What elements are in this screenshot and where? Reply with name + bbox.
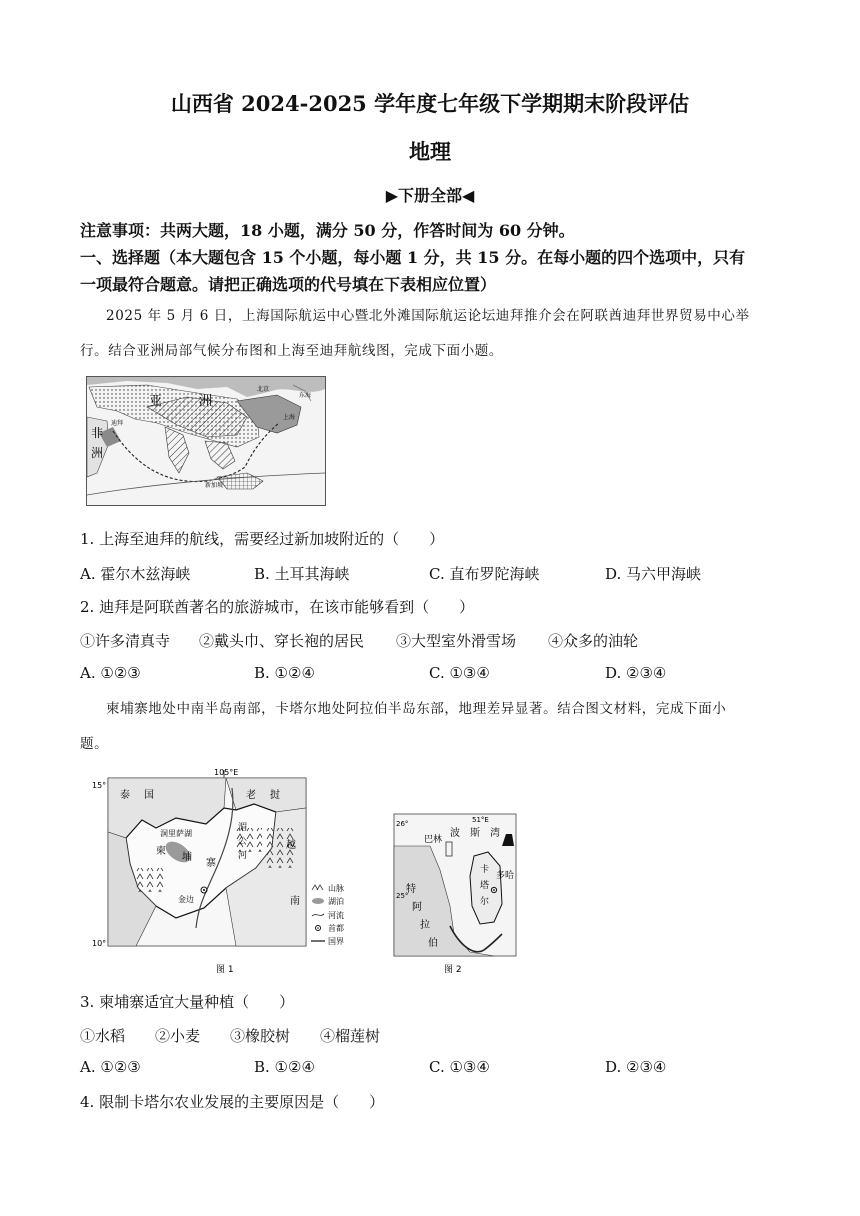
legend-capital: 首都 [328, 924, 344, 933]
fig1-cam2: 埔 [182, 852, 192, 863]
q3-stem: 3. 柬埔寨适宜大量种植（ ） [80, 993, 295, 1011]
map1-label-sea: 东海 [299, 392, 312, 399]
fig2-saudi3: 拉 [420, 920, 430, 931]
fig2-gulf2: 斯 [470, 828, 480, 839]
subject-title: 地理 [409, 139, 451, 164]
fig2-gulf1: 波 [450, 828, 460, 839]
notice-text: 注意事项：共两大题，18 小题，满分 50 分，作答时间为 60 分钟。 [80, 221, 575, 240]
q1-option-b[interactable]: B. 土耳其海峡 [254, 565, 350, 583]
map1-label-shanghai: 上海 [283, 414, 296, 421]
fig1-mekong3: 河 [238, 851, 248, 861]
q2-item-4: ④众多的油轮 [548, 632, 639, 650]
q2-stem: 2. 迪拜是阿联酋著名的旅游城市，在该市能够看到（ ） [80, 598, 475, 616]
q2-option-b[interactable]: B. ①②④ [254, 664, 315, 682]
fig1-cam3: 寨 [206, 858, 216, 869]
fig1-cam1: 柬 [156, 846, 166, 857]
map1-label-beijing: 北京 [257, 386, 270, 393]
fig1-caption: 图 1 [216, 965, 234, 975]
fig2-doha: 多哈 [496, 871, 515, 881]
legend-mountain-icon [312, 885, 323, 890]
section1-line2: 一项最符合题意。请把正确选项的代号填在下表相应位置） [80, 275, 497, 294]
fig1-mekong1: 湄 [238, 823, 248, 833]
q1-option-d[interactable]: D. 马六甲海峡 [605, 565, 702, 583]
q2-option-a[interactable]: A. ①②③ [80, 664, 141, 682]
q4-stem: 4. 限制卡塔尔农业发展的主要原因是（ ） [80, 1093, 385, 1111]
fig2-bahrain: 巴林 [424, 835, 443, 845]
fig1-lat-top: 15° [92, 781, 107, 790]
legend-lake-icon [312, 898, 324, 904]
legend-mountain: 山脉 [328, 884, 344, 893]
asia-map-graphic [87, 377, 325, 505]
fig2-gulf3: 湾 [490, 828, 500, 839]
fig1-capital: 金边 [178, 895, 194, 904]
fig2-saudi2: 阿 [412, 902, 422, 913]
fig1-laos2: 挝 [270, 790, 280, 801]
fig1-viet1: 越 [286, 840, 296, 851]
q3-option-d[interactable]: D. ②③④ [605, 1058, 667, 1076]
fig2-saudi4: 伯 [428, 938, 438, 949]
cambodia-map [86, 768, 376, 980]
legend-border: 国界 [328, 937, 344, 946]
fig2-qatar2: 塔 [480, 881, 490, 891]
q2-option-d[interactable]: D. ②③④ [605, 664, 667, 682]
q3-option-a[interactable]: A. ①②③ [80, 1058, 141, 1076]
fig2-caption: 图 2 [444, 965, 462, 975]
legend-lake: 湖泊 [328, 897, 344, 906]
fig2-lat-mid: 25° [396, 892, 409, 900]
exam-title: 山西省 2024-2025 学年度七年级下学期期末阶段评估 [170, 91, 690, 116]
fig1-thai2: 国 [144, 790, 154, 801]
passage1-line1: 2025 年 5 月 6 日，上海国际航运中心暨北外滩国际航运论坛迪拜推介会在阿联酋迪拜世界贸易中心举 [106, 308, 750, 324]
map1-label-africa2: 洲 [91, 446, 104, 460]
fig1-lat-bottom: 10° [92, 939, 107, 948]
q2-item-3: ③大型室外滑雪场 [396, 632, 517, 650]
fig2-saudi1: 特 [406, 884, 416, 895]
fig1-viet2: 南 [290, 896, 300, 907]
fig2-lon: 51°E [472, 816, 489, 824]
q2-item-1: ①许多清真寺 [80, 632, 171, 650]
q3-option-b[interactable]: B. ①②④ [254, 1058, 315, 1076]
fig2-qatar1: 卡 [480, 865, 490, 875]
fig1-laos1: 老 [246, 790, 256, 801]
fig1-thai: 泰 [120, 790, 130, 801]
q1-stem: 1. 上海至迪拜的航线，需要经过新加坡附近的（ ） [80, 530, 445, 548]
fig1-legend [311, 883, 344, 946]
q1-option-c[interactable]: C. 直布罗陀海峡 [429, 565, 540, 583]
passage2-line2: 题。 [80, 736, 109, 752]
q2-option-c[interactable]: C. ①③④ [429, 664, 490, 682]
q3-item-2: ②小麦 [155, 1027, 201, 1045]
passage1-line2: 行。结合亚洲局部气候分布图和上海至迪拜航线图，完成下面小题。 [80, 343, 503, 359]
asia-climate-route-map [86, 376, 326, 506]
fig2-qatar3: 尔 [480, 897, 490, 907]
section1-line1: 一、选择题（本大题包含 15 个小题，每小题 1 分，共 15 分。在每小题的四个选项中，只有 [80, 248, 746, 267]
map1-label-africa1: 非 [91, 426, 104, 440]
q3-option-c[interactable]: C. ①③④ [429, 1058, 490, 1076]
scope-label: ▶下册全部◀ [385, 186, 475, 205]
fig1-lon-label: 105°E [214, 768, 239, 777]
legend-river: 河流 [328, 911, 344, 920]
cambodia-map-graphic [86, 768, 376, 980]
q3-item-4: ④榴莲树 [320, 1027, 381, 1045]
legend-river-icon [312, 914, 324, 916]
map1-label-dubai: 迪拜 [111, 420, 124, 427]
q3-item-1: ①水稻 [80, 1027, 126, 1045]
map1-label-asia2: 洲 [199, 394, 213, 409]
map1-label-singapore: 新加坡 [205, 482, 224, 489]
fig2-lat-top: 26° [396, 820, 409, 828]
passage2-line1: 柬埔寨地处中南半岛南部，卡塔尔地处阿拉伯半岛东部，地理差异显著。结合图文材料，完成下面小 [106, 701, 727, 717]
qatar-map-graphic [384, 806, 524, 980]
fig1-mekong2: 公 [238, 837, 248, 847]
q2-item-2: ②戴头巾、穿长袍的居民 [199, 632, 365, 650]
qatar-map [384, 806, 524, 980]
q1-option-a[interactable]: A. 霍尔木兹海峡 [80, 565, 191, 583]
map1-label-asia1: 亚 [149, 394, 163, 409]
fig1-lake: 洞里萨湖 [160, 829, 192, 838]
q3-item-3: ③橡胶树 [230, 1027, 291, 1045]
